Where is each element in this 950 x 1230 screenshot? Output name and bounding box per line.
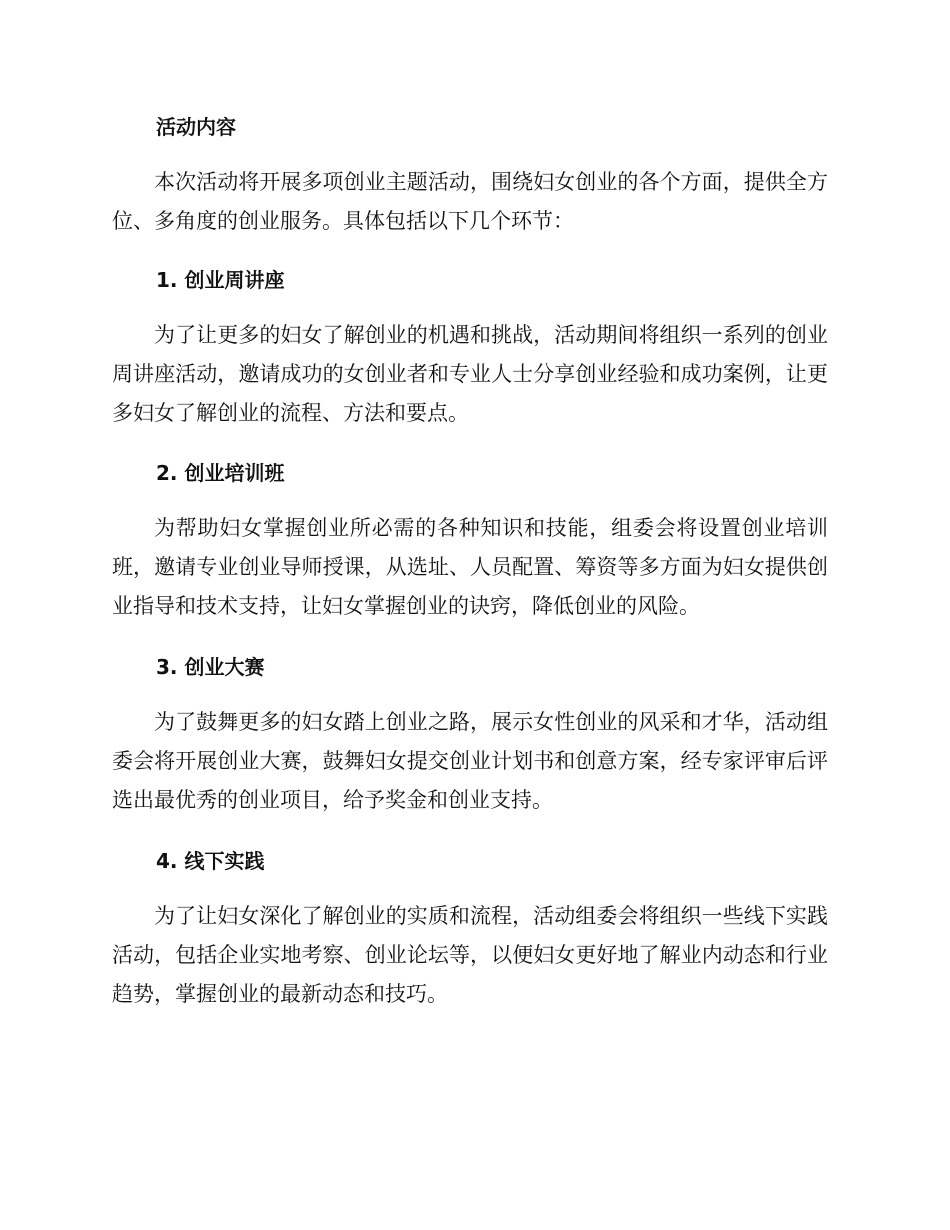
subsection-heading-contest: 3. 创业大赛: [156, 655, 265, 679]
subsection-body-lectures: 为了让更多的妇女了解创业的机遇和挑战，活动期间将组织一系列的创业周讲座活动，邀请成功的女创业者和专业人士分享创业经验和成功案例，让更多妇女了解创业的流程、方法和要点。: [112, 323, 828, 425]
intro-paragraph: 本次活动将开展多项创业主题活动，围绕妇女创业的各个方面，提供全方位、多角度的创业服务。具体包括以下几个环节：: [112, 170, 828, 233]
subsection-body-training: 为帮助妇女掌握创业所必需的各种知识和技能，组委会将设置创业培训班，邀请专业创业导师授课，从选址、人员配置、筹资等多方面为妇女提供创业指导和技术支持，让妇女掌握创业的诀窍，降低创业的风险。: [112, 516, 828, 618]
subsection-body-contest: 为了鼓舞更多的妇女踏上创业之路，展示女性创业的风采和才华，活动组委会将开展创业大赛，鼓舞妇女提交创业计划书和创意方案，经专家评审后评选出最优秀的创业项目，给予奖金和创业支持。: [112, 710, 828, 812]
subsection-heading-practice: 4. 线下实践: [156, 849, 265, 873]
subsection-body-practice: 为了让妇女深化了解创业的实质和流程，活动组委会将组织一些线下实践活动，包括企业实地考察、创业论坛等，以便妇女更好地了解业内动态和行业趋势，掌握创业的最新动态和技巧。: [112, 904, 828, 1006]
subsection-heading-training: 2. 创业培训班: [156, 461, 285, 485]
subsection-heading-lectures: 1. 创业周讲座: [156, 268, 285, 292]
section-title: 活动内容: [156, 115, 236, 139]
